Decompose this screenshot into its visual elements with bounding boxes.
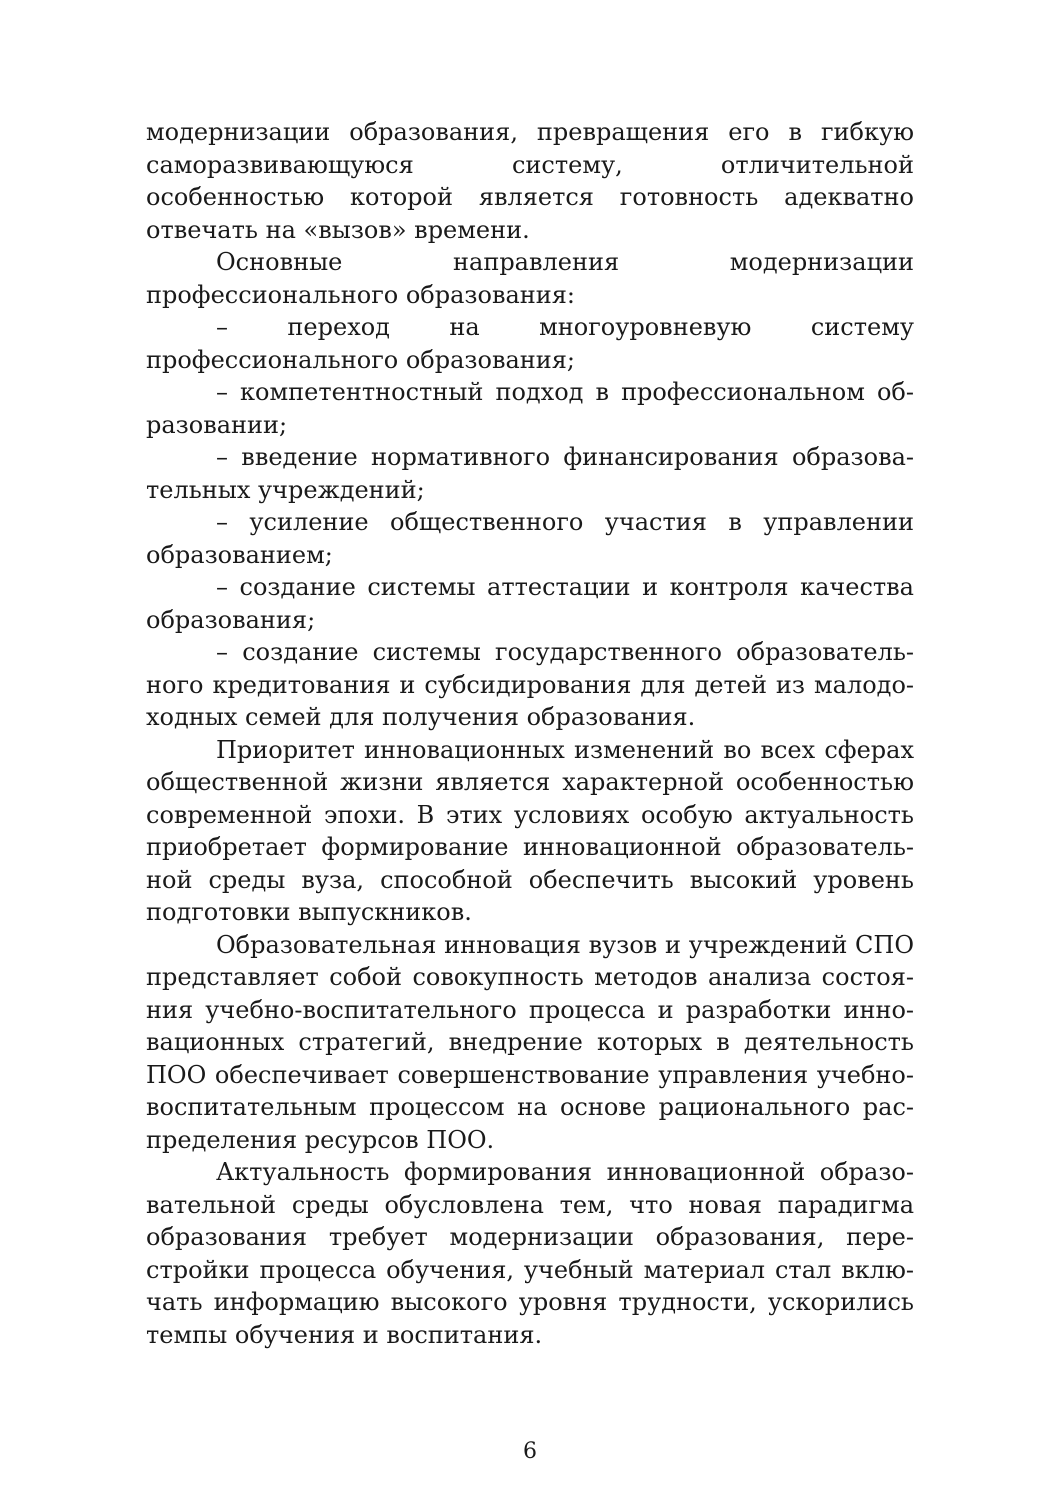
list-item: – введение нормативного финансирования образовательных учреждений; bbox=[146, 443, 914, 504]
list-item: – усиление общественного участия в управлении образованием; bbox=[146, 508, 914, 569]
list-item: – переход на многоуровневую систему профессионального образования; bbox=[146, 313, 914, 374]
page-body bbox=[146, 116, 914, 1351]
list-item: – компетентностный подход в профессиональном образовании; bbox=[146, 378, 914, 439]
page-number: 6 bbox=[523, 1439, 537, 1464]
paragraph-modernization-directions: Основные направления модернизации профессионального образования: bbox=[146, 248, 914, 309]
list-item: – создание системы государственного образовательного кредитования и субсидирования для детей из малодоходных семей для получения образования. bbox=[146, 638, 914, 731]
list-item: – создание системы аттестации и контроля качества образования; bbox=[146, 573, 914, 634]
paragraph-innovation-priority: Приоритет инновационных изменений во всех сферах общественной жизни является характерной особенностью современной эпохи. В этих условиях особую актуальность приобретает формирование инновационной образовательной среды вуза, способной обеспечить высокий уровень подготовки выпускников. bbox=[146, 735, 914, 926]
paragraph-continuation: модернизации образования, превращения его в гибкую саморазвивающуюся систему, отличительной особенностью которой является готовность адекватно отвечать на «вызов» времени. bbox=[146, 118, 914, 244]
paragraph-educational-innovation: Образовательная инновация вузов и учреждений СПО представляет собой совокупность методов анализа состояния учебно-воспитательного процесса и разработки инновационных стратегий, внедрение которых в деятельность ПОО обеспечивает совершенствование управления учебно-воспитательным процессом на основе рационального распределения ресурсов ПОО. bbox=[146, 930, 914, 1154]
paragraph-relevance: Актуальность формирования инновационной образовательной среды обусловлена тем, что новая парадигма образования требует модернизации образования, перестройки процесса обучения, учебный материал стал включать информацию высокого уровня трудности, ускорились темпы обучения и воспитания. bbox=[146, 1158, 914, 1349]
